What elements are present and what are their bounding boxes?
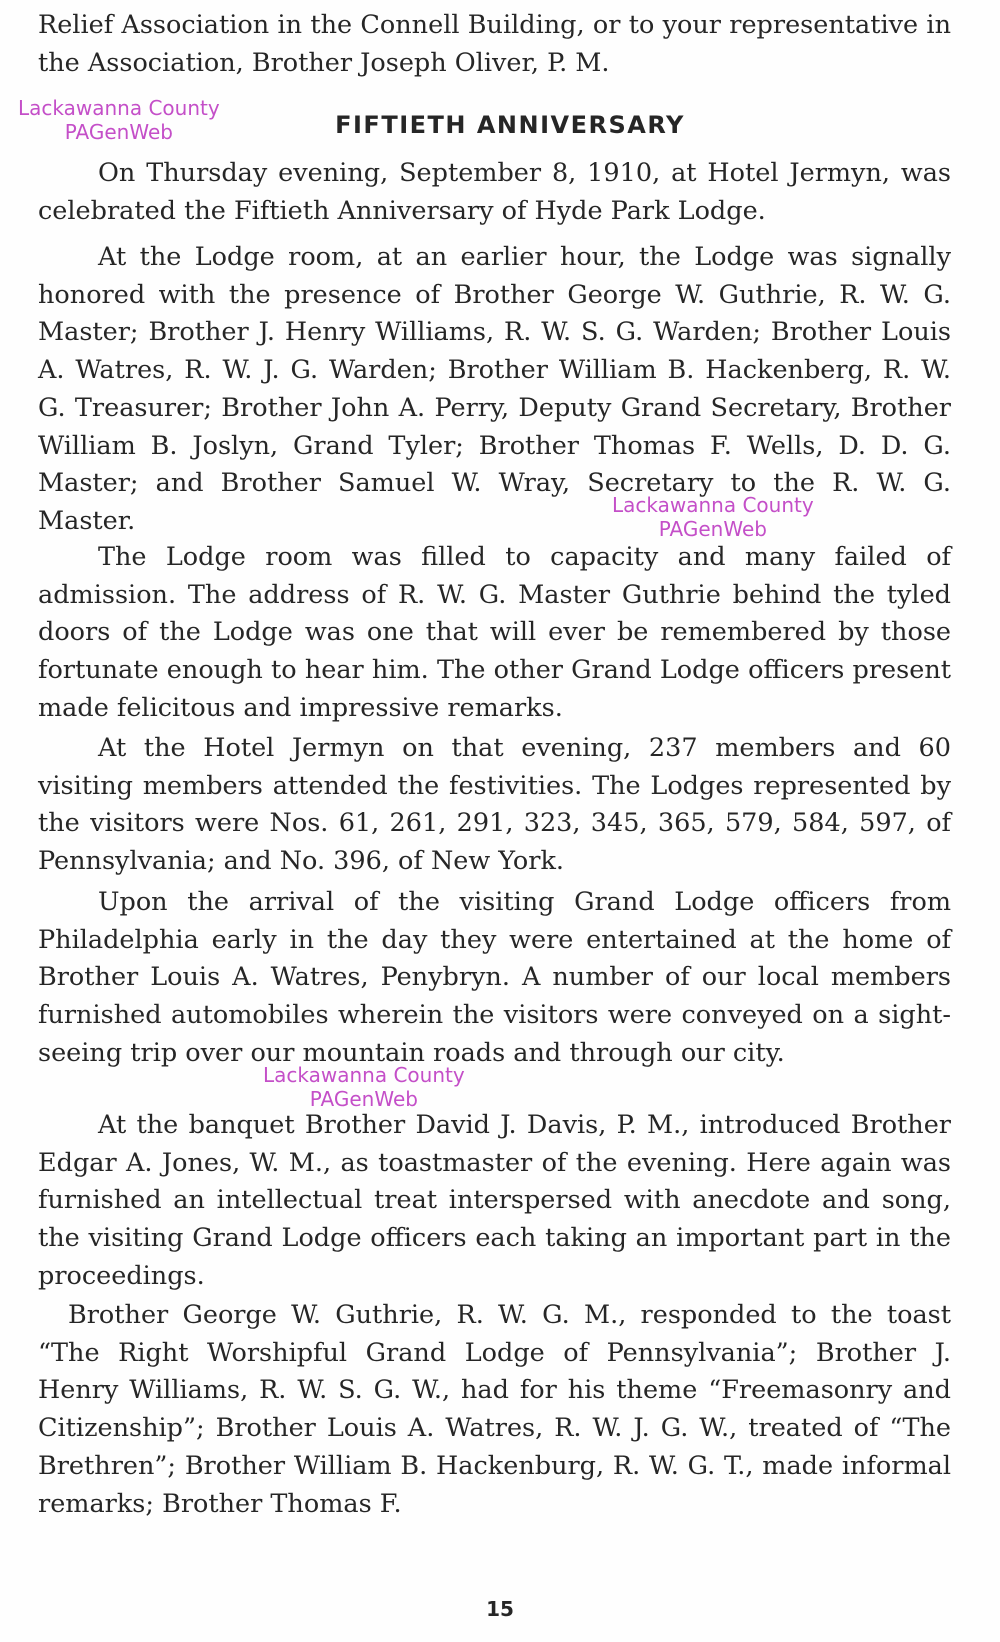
watermark-line-site: PAGenWeb: [64, 120, 173, 144]
paragraph-visitors-arrival: Upon the arrival of the visiting Grand Lodge officers from Philadelphia early in the day they were entertained at the home of Brother Louis A. Watres, Penybryn. A number of our local members furnished automobiles wherein the visitors were conveyed on a sight-seeing trip over our mountain roads and through our city.: [38, 887, 951, 1068]
watermark-stamp: [263, 1063, 465, 1111]
section-heading: FIFTIETH ANNIVERSARY: [335, 111, 685, 139]
paragraph-relief-association: Relief Association in the Connell Building, or to your representative in the Association, Brother Joseph Oliver, P. M.: [38, 10, 951, 78]
paragraph-toasts: Brother George W. Guthrie, R. W. G. M., responded to the toast “The Right Worshipful Grand Lodge of Pennsylvania”; Brother J. Henry Williams, R. W. S. G. W., had for his theme “Freemasonry and Citizenship”; Brother Louis A. Watres, R. W. J. G. W., treated of “The Brethren”; Brother William B. Hackenburg, R. W. G. T., made informal remarks; Brother Thomas F.: [38, 1300, 951, 1519]
paragraph-lodge-room-honors: At the Lodge room, at an earlier hour, the Lodge was signally honored with the presence of Brother George W. Guthrie, R. W. G. Master; Brother J. Henry Williams, R. W. S. G. Warden; Brother Louis A. Watres, R. W. J. G. Warden; Brother William B. Hackenberg, R. W. G. Treasurer; Brother John A. Perry, Deputy Grand Secretary, Brother William B. Joslyn, Grand Tyler; Brother Thomas F. Wells, D. D. G. Master; and Brother Samuel W. Wray, Secretary to the R. W. G. Master.: [38, 242, 951, 536]
paragraph-hotel-attendance: At the Hotel Jermyn on that evening, 237 members and 60 visiting members attended the festivities. The Lodges represented by the visitors were Nos. 61, 261, 291, 323, 345, 365, 579, 584, 597, of Pennsylvania; and No. 396, of New York.: [38, 733, 951, 877]
watermark-line-site: PAGenWeb: [658, 517, 767, 541]
watermark-line-county: Lackawanna County: [612, 493, 814, 517]
page-number: 15: [486, 1597, 514, 1621]
watermark-line-county: Lackawanna County: [18, 96, 220, 120]
paragraph-banquet: At the banquet Brother David J. Davis, P. M., introduced Brother Edgar A. Jones, W. M., as toastmaster of the evening. Here again was furnished an intellectual treat interspersed with anecdote and song, the visiting Grand Lodge officers each taking an important part in the proceedings.: [38, 1110, 951, 1291]
paragraph-address-guthrie: The Lodge room was filled to capacity and many failed of admission. The address of R. W. G. Master Guthrie behind the tyled doors of the Lodge was one that will ever be remembered by those fortunate enough to hear him. The other Grand Lodge officers present made felicitous and impressive remarks.: [38, 542, 951, 723]
paragraph-anniversary-date: On Thursday evening, September 8, 1910, at Hotel Jermyn, was celebrated the Fiftieth Anniversary of Hyde Park Lodge.: [38, 158, 951, 226]
watermark-line-site: PAGenWeb: [309, 1087, 418, 1111]
watermark-stamp: [612, 493, 814, 541]
watermark-line-county: Lackawanna County: [263, 1063, 465, 1087]
